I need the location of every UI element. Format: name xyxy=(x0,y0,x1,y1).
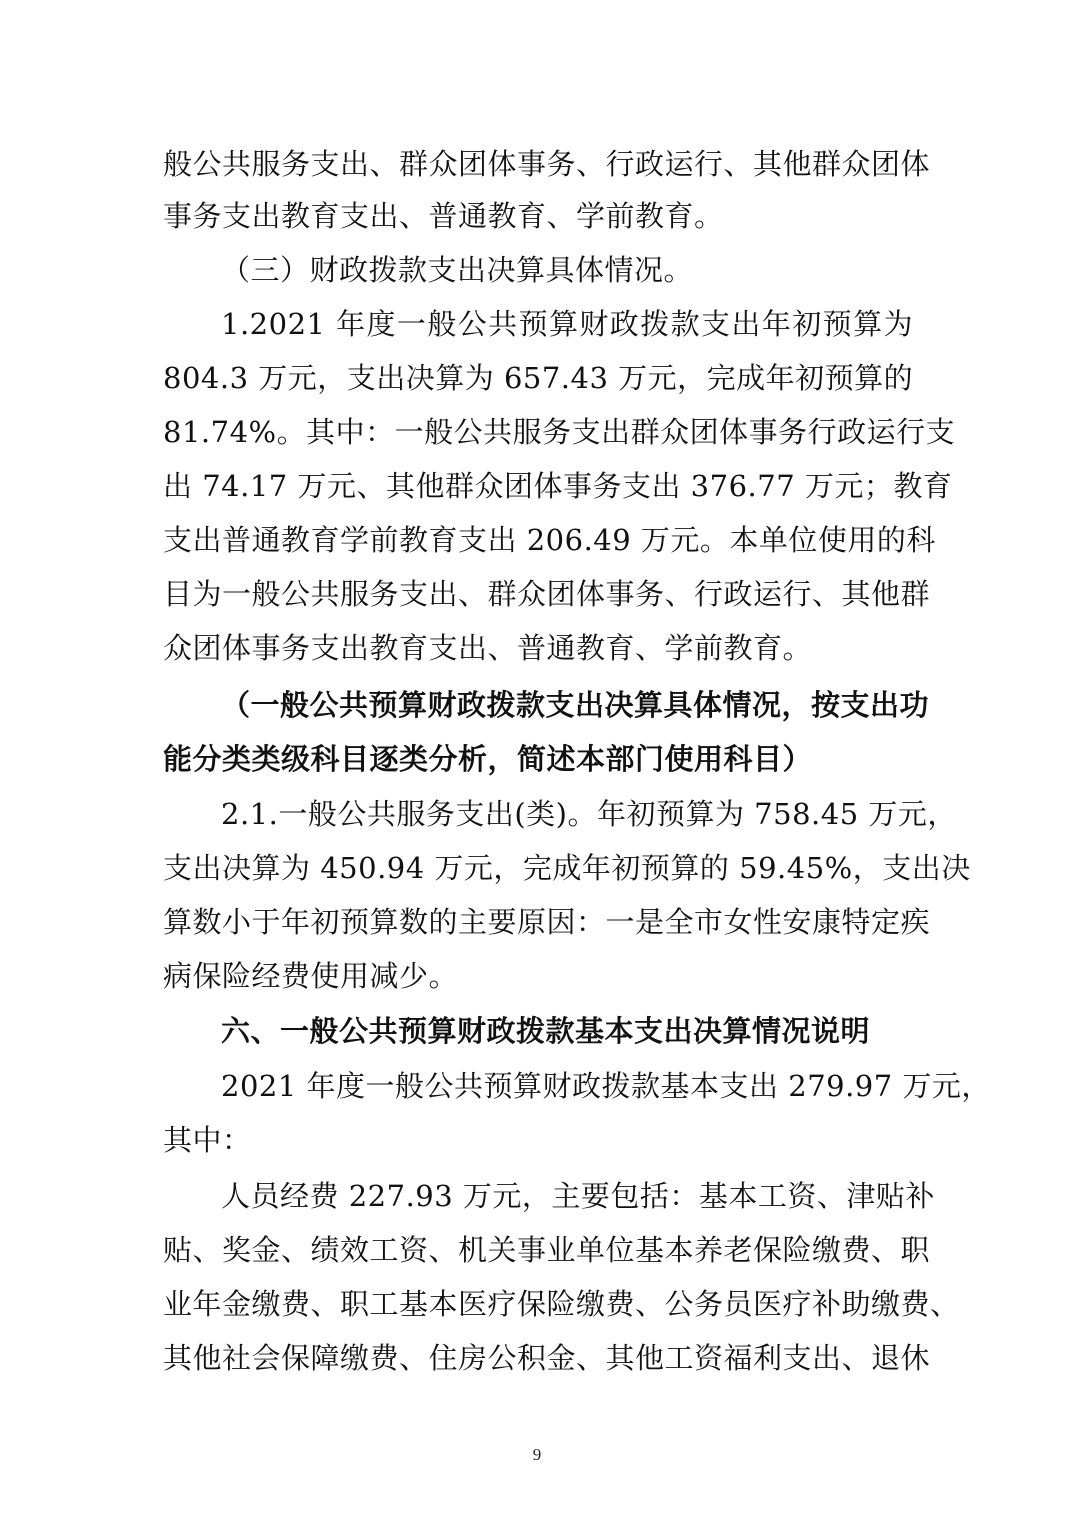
body-text-line: 目为一般公共服务支出、群众团体事务、行政运行、其他群 xyxy=(163,577,931,611)
body-text-line: 病保险经费使用减少。 xyxy=(163,959,459,993)
bold-note-line: 能分类类级科目逐类分析，简述本部门使用科目） xyxy=(163,742,813,776)
body-text-line: 其他社会保障缴费、住房公积金、其他工资福利支出、退休 xyxy=(163,1341,931,1375)
body-text-line: 2.1.一般公共服务支出(类)。年初预算为 758.45 万元， xyxy=(221,797,957,831)
body-text-line: 业年金缴费、职工基本医疗保险缴费、公务员医疗补助缴费、 xyxy=(163,1287,960,1321)
bold-note-line: （一般公共预算财政拨款支出决算具体情况，按支出功 xyxy=(221,688,930,722)
body-text-line: 支出决算为 450.94 万元，完成年初预算的 59.45%，支出决 xyxy=(163,851,971,885)
body-text-line: 贴、奖金、绩效工资、机关事业单位基本养老保险缴费、职 xyxy=(163,1233,931,1267)
body-text-line: 人员经费 227.93 万元，主要包括：基本工资、津贴补 xyxy=(221,1179,935,1213)
body-text-line: 事务支出教育支出、普通教育、学前教育。 xyxy=(163,199,724,233)
body-text-line: 众团体事务支出教育支出、普通教育、学前教育。 xyxy=(163,631,813,665)
body-text-line: 般公共服务支出、群众团体事务、行政运行、其他群众团体 xyxy=(163,147,931,181)
body-text-line: 算数小于年初预算数的主要原因：一是全市女性安康特定疾 xyxy=(163,905,931,939)
section-heading: 六、一般公共预算财政拨款基本支出决算情况说明 xyxy=(221,1014,871,1048)
body-text-line: 1.2021 年度一般公共预算财政拨款支出年初预算为 xyxy=(221,307,913,341)
body-text-line: 出 74.17 万元、其他群众团体事务支出 376.77 万元；教育 xyxy=(163,469,953,503)
section-heading: （三）财政拨款支出决算具体情况。 xyxy=(221,253,694,287)
body-text-line: 804.3 万元，支出决算为 657.43 万元，完成年初预算的 xyxy=(163,361,914,395)
body-text-line: 其中： xyxy=(163,1123,252,1157)
body-text-line: 81.74%。其中：一般公共服务支出群众团体事务行政运行支 xyxy=(163,415,956,449)
page-number: 9 xyxy=(532,1445,542,1464)
body-text-line: 2021 年度一般公共预算财政拨款基本支出 279.97 万元， xyxy=(221,1069,991,1103)
body-text-line: 支出普通教育学前教育支出 206.49 万元。本单位使用的科 xyxy=(163,523,936,557)
